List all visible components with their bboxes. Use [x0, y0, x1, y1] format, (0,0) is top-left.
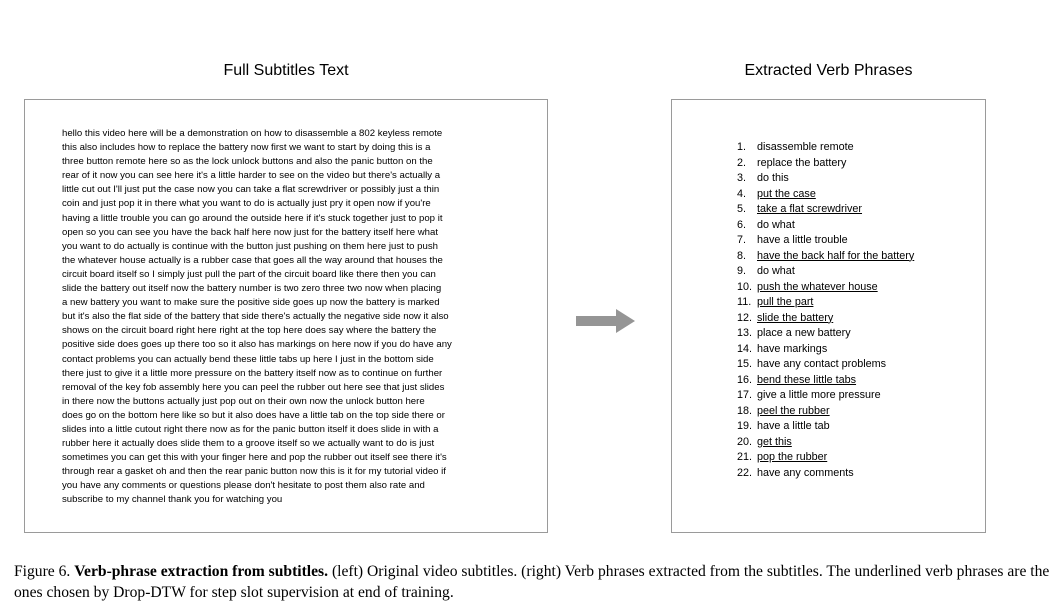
verb-phrase-number: 20.	[737, 435, 753, 448]
verb-phrase-number: 22.	[737, 466, 753, 479]
verb-phrase-item	[737, 388, 914, 404]
verb-phrase-item	[737, 233, 914, 249]
verb-phrase-number: 15.	[737, 358, 753, 370]
verb-phrase-text: have markings	[757, 342, 828, 355]
chosen-verb-phrase: slide the battery	[757, 311, 834, 324]
verb-phrase-number: 19.	[737, 420, 753, 432]
verb-phrase-item	[737, 171, 914, 187]
verb-phrase-text: have a little tab	[757, 420, 830, 432]
verb-phrase-text: have any contact problems	[757, 358, 887, 370]
verb-phrase-number: 17.	[737, 389, 753, 401]
chosen-verb-phrase: have the back half for the battery	[757, 249, 915, 262]
verb-phrase-item	[737, 450, 914, 466]
chosen-verb-phrase: pull the part	[757, 296, 814, 308]
caption-bold-title: Verb-phrase extraction from subtitles.	[74, 563, 329, 580]
verb-phrase-item	[737, 280, 914, 296]
verb-phrase-item	[737, 311, 914, 327]
chosen-verb-phrase: push the whatever house	[757, 280, 878, 293]
verb-phrase-number: 4.	[737, 187, 747, 200]
verb-phrase-number: 1.	[737, 141, 747, 153]
subtitles-panel-title: Full Subtitles Text	[223, 62, 349, 79]
chosen-verb-phrase: pop the rubber	[757, 451, 828, 463]
verb-phrase-item	[737, 218, 914, 234]
verb-phrase-list	[737, 140, 914, 481]
verb-phrase-item	[737, 466, 914, 482]
verb-phrase-text: have a little trouble	[757, 234, 848, 246]
verb-phrase-number: 13.	[737, 327, 753, 339]
verb-phrase-item	[737, 357, 914, 373]
chosen-verb-phrase: take a flat screwdriver	[757, 203, 863, 215]
caption-label: Figure 6.	[14, 563, 71, 580]
verb-phrase-number: 8.	[737, 249, 747, 262]
verb-phrase-item	[737, 202, 914, 218]
subtitles-text: hello this video here will be a demonstration on how to disassemble a 802 keyless remote this also includes how to replace the battery now first we want to start by doing this is a three button remote here so as the lock unlock buttons and also the panic button on the rear of it now you can see here it's a little harder to see on the video but there's actually a little cut out I'll just put the case now you can take a flat screwdriver or possibly just a thin coin and just pop it in there what you want to do is actually just pry it open now if you're having a little trouble you can go around the outside here if it's stuck together just to pop it open so you can see you have the back half here now just for the battery itself here what you want to do actually is continue with the button just pushing on them here just to push the whatever house actually is a rubber case that goes all the way around that houses the circuit board itself so I simply just pull the part of the circuit board like there then you can slide the battery out itself now the battery number is two zero three two now when placing a new battery you want to make sure the positive side goes up now the battery is marked but it's also the flat side of the battery that side there's actually the negative side now it also shows on the circuit board right here right at the top here does say where the battery the positive side does goes up there too so it also has markings on here now if you do have any contact problems you can actually bend these little tabs up here I just in the bottom side there just to give it a little more pressure on the battery itself now as to continue on further removal of the key fob assembly here you can peel the rubber out here see that just slides in there now the buttons actually just pop out on their own now the unlock button here does go on the bottom here like so but it also does have a little tab on the top side there or slides into a little cutout right there now as for the panic button itself it does slide in with a rubber here it actually does slide them to a groove itself so we actually want to do is just sometimes you can get this with your finger here and pop the rubber out itself see there it's through rear a gasket oh and then the rear panic button now this is it for my tutorial video if you have any comments or questions please don't hesitate to post them also rate and subscribe to my channel thank you for watching you	[62, 128, 452, 506]
subtitles-box	[24, 99, 548, 533]
chosen-verb-phrase: put the case	[757, 187, 816, 200]
verb-phrase-item	[737, 373, 914, 389]
verb-phrase-number: 5.	[737, 203, 747, 215]
chosen-verb-phrase: get this	[757, 435, 792, 448]
verb-phrase-item	[737, 295, 914, 311]
verb-phrases-panel-title: Extracted Verb Phrases	[744, 62, 913, 79]
figure-caption	[14, 561, 1050, 603]
verb-phrase-number: 9.	[737, 265, 747, 277]
verb-phrase-number: 6.	[737, 218, 747, 231]
verb-phrase-text: disassemble remote	[757, 141, 854, 153]
verb-phrase-item	[737, 326, 914, 342]
verb-phrases-box	[671, 99, 986, 533]
chosen-verb-phrase: peel the rubber	[757, 404, 830, 417]
verb-phrase-item	[737, 156, 914, 172]
verb-phrase-item	[737, 342, 914, 358]
chosen-verb-phrase: bend these little tabs	[757, 373, 857, 386]
verb-phrase-number: 11.	[737, 296, 752, 308]
verb-phrase-number: 7.	[737, 234, 747, 246]
verb-phrase-text: have any comments	[757, 466, 854, 479]
verb-phrase-item	[737, 404, 914, 420]
verb-phrase-number: 10.	[737, 280, 753, 293]
verb-phrase-item	[737, 249, 914, 265]
verb-phrase-number: 12.	[737, 311, 753, 324]
verb-phrase-text: do what	[757, 218, 795, 231]
verb-phrase-text: place a new battery	[757, 327, 851, 339]
verb-phrase-item	[737, 419, 914, 435]
verb-phrase-text: give a little more pressure	[757, 389, 881, 401]
verb-phrase-number: 18.	[737, 404, 753, 417]
right-arrow-icon	[576, 308, 636, 334]
verb-phrase-number: 16.	[737, 373, 753, 386]
verb-phrase-item	[737, 264, 914, 280]
verb-phrase-number: 3.	[737, 172, 747, 184]
verb-phrase-item	[737, 187, 914, 203]
verb-phrase-item	[737, 435, 914, 451]
verb-phrase-text: replace the battery	[757, 156, 847, 169]
verb-phrase-text: do this	[757, 172, 789, 184]
verb-phrase-text: do what	[757, 265, 795, 277]
verb-phrase-number: 21.	[737, 451, 753, 463]
verb-phrase-item	[737, 140, 914, 156]
verb-phrase-number: 2.	[737, 156, 747, 169]
caption-text: (left) Original video subtitles. (right) Verb phrases extracted from the subtitles. The underlined verb phrases are the ones chosen by Drop-DTW for step slot supervision at end of training.	[14, 563, 1050, 601]
verb-phrase-number: 14.	[737, 342, 753, 355]
